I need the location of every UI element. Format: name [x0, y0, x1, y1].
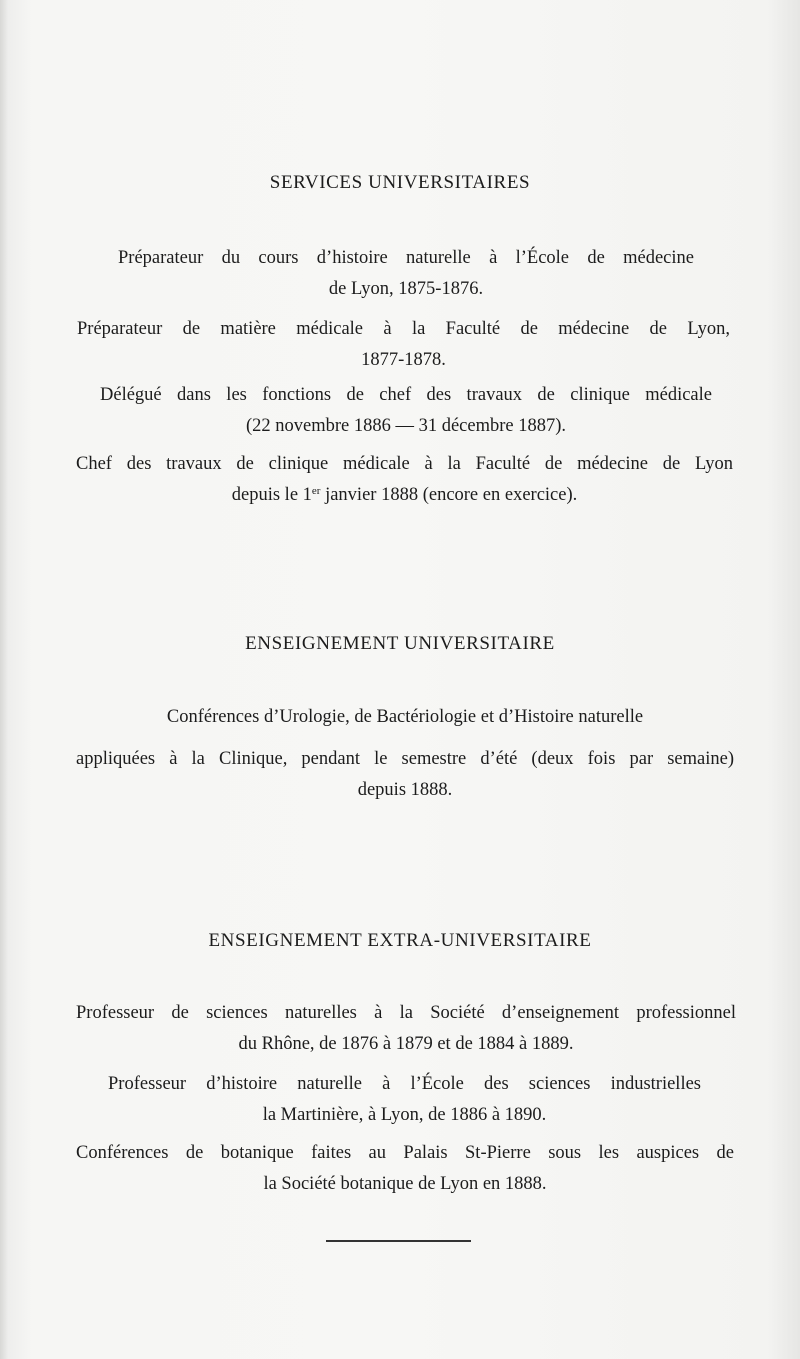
paragraph-line: 1877-1878.: [361, 350, 446, 370]
paragraph-line: appliquées à la Clinique, pendant le semestre d’été (deux fois par semaine): [76, 749, 734, 769]
paragraph-extra-3: [76, 1138, 734, 1200]
paragraph-line: Conférences d’Urologie, de Bactériologie et d’Histoire naturelle: [166, 707, 644, 727]
paragraph-services-1: [118, 243, 694, 305]
text-fragment: janvier 1888 (encore en exercice).: [320, 485, 578, 505]
paragraph-line: Professeur d’histoire naturelle à l’École des sciences industrielles: [108, 1074, 701, 1094]
paragraph-extra-2: [108, 1069, 701, 1131]
paragraph-line: Chef des travaux de clinique médicale à la Faculté de médecine de Lyon: [76, 454, 733, 474]
paragraph-line: Délégué dans les fonctions de chef des travaux de clinique médicale: [100, 385, 712, 405]
section-heading-enseignement-universitaire: ENSEIGNEMENT UNIVERSITAIRE: [245, 633, 555, 654]
paragraph-extra-1: [76, 998, 736, 1060]
closing-rule: [326, 1240, 471, 1242]
paragraph-line: Professeur de sciences naturelles à la Société d’enseignement professionnel: [76, 1003, 736, 1023]
paragraph-line: la Martinière, à Lyon, de 1886 à 1890.: [262, 1105, 547, 1125]
text-fragment: depuis le 1: [231, 485, 312, 505]
paragraph-line: la Société botanique de Lyon en 1888.: [263, 1174, 547, 1194]
paragraph-line: depuis 1888.: [357, 780, 453, 800]
section-heading-services: SERVICES UNIVERSITAIRES: [269, 172, 531, 193]
paragraph-services-2: [77, 314, 730, 376]
paragraph-enseignement-2: [76, 744, 734, 806]
section-heading-extra-universitaire: ENSEIGNEMENT EXTRA-UNIVERSITAIRE: [208, 930, 592, 951]
paragraph-line: de Lyon, 1875-1876.: [328, 279, 484, 299]
paragraph-line: Conférences de botanique faites au Palais St-Pierre sous les auspices de: [76, 1143, 734, 1163]
superscript-text: er: [311, 485, 321, 497]
paragraph-line: Préparateur du cours d’histoire naturelle à l’École de médecine: [118, 248, 694, 268]
paragraph-line: Préparateur de matière médicale à la Faculté de médecine de Lyon,: [77, 319, 730, 339]
paragraph-line: (22 novembre 1886 — 31 décembre 1887).: [245, 416, 567, 436]
paragraph-services-3: [100, 380, 712, 442]
paragraph-line: [76, 480, 733, 511]
paragraph-services-4: [76, 449, 733, 511]
paragraph-line: du Rhône, de 1876 à 1879 et de 1884 à 1889.: [238, 1034, 574, 1054]
paragraph-enseignement-1: [124, 702, 686, 733]
